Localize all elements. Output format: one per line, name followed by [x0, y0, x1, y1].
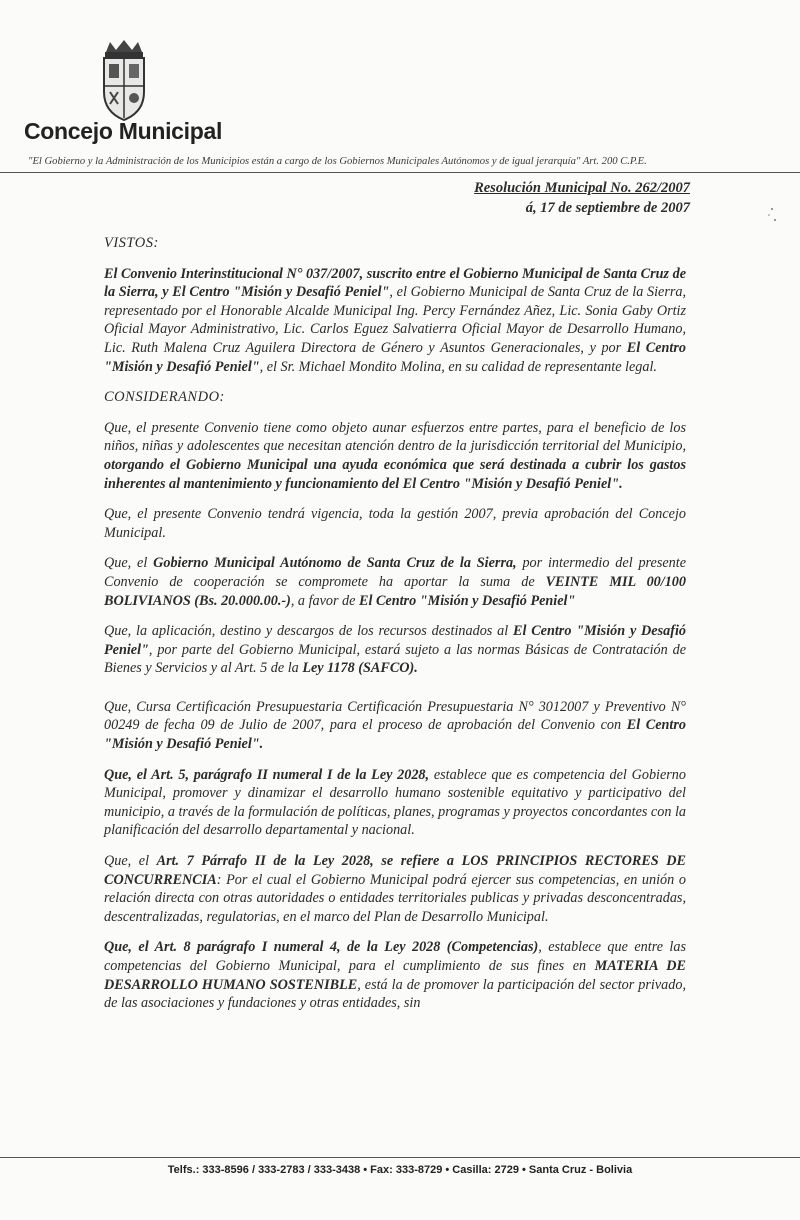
text: por intermedio del presente Convenio de cooperación se compromete ha aportar la suma de — [104, 555, 687, 590]
text-bold: Ley 1178 (SAFCO). — [302, 660, 418, 677]
header-motto: "El Gobierno y la Administración de los Municipios están a cargo de los Gobiernos Municipales Autónomos y de igual jerarquía" Art. 200 C.P.E. — [28, 156, 647, 167]
resolution-block — [474, 178, 690, 218]
text-bold: Art. 7 Párrafo II de la Ley 2028, se refiere a LOS PRINCIPIOS RECTORES DE CONCURRENCIA — [104, 853, 686, 888]
text-bold: Que, el Art. 8 parágrafo I numeral 4, de la Ley 2028 (Competencias) — [104, 939, 539, 956]
text-bold: Gobierno Municipal Autónomo de Santa Cruz de la Sierra, — [153, 555, 517, 572]
footer-divider — [0, 1157, 800, 1158]
text: Que, el — [104, 853, 157, 870]
text-bold: El Convenio Interinstitucional N° 037/2007, suscrito entre el Gobierno Municipal de Santa Cruz de la Sierra, y El Centro "Misión y Desafió Peniel" — [104, 265, 686, 301]
organization-name: Concejo Municipal — [24, 118, 223, 144]
header-divider — [0, 172, 800, 173]
considerando-paragraph-3 — [104, 554, 686, 610]
considerando-paragraph-8 — [104, 938, 686, 1012]
text-bold: El Centro "Misión y Desafió Peniel" — [104, 339, 686, 375]
considerando-paragraph-7 — [104, 852, 686, 926]
text-bold: otorgando el Gobierno Municipal una ayuda económica que será destinada a cubrir los gastos inherentes al mantenimiento y funcionamiento del El Centro "Misión y Desafió Peniel". — [104, 456, 686, 492]
text: , establece que entre las competencias del Gobierno Municipal, para el cumplimiento de sus fines en — [104, 939, 686, 974]
text: Que, Cursa Certificación Presupuestaria Certificación Presupuestaria N° 3012007 y Preventivo N° 00249 de fecha 09 de Julio de 2007, para el proceso de aprobación del Convenio con — [104, 698, 686, 734]
text: , a favor de — [290, 592, 359, 609]
considerando-paragraph-1 — [104, 419, 686, 493]
text: , está la de promover la participación del sector privado, de las asociaciones y fundaciones y otras entidades, sin — [104, 976, 686, 1012]
text: , el Sr. Michael Mondito Molina, en su calidad de representante legal. — [259, 358, 657, 375]
text-bold: El Centro "Misión y Desafió Peniel" — [359, 592, 576, 609]
considerando-paragraph-5 — [104, 698, 686, 754]
text: : Por el cual el Gobierno Municipal podrá ejercer sus competencias, en unión o relación directa con otras autoridades o entidades territoriales publicas y privadas desconcentradas, descentralizadas, regulatorias, en el marco del Plan de Desarrollo Municipal. — [104, 871, 686, 925]
considerando-paragraph-6 — [104, 766, 686, 840]
text-bold: El Centro "Misión y Desafió Peniel". — [104, 717, 686, 753]
text-bold: MATERIA DE DESARROLLO HUMANO SOSTENIBLE — [104, 958, 687, 993]
text-bold: Que, el Art. 5, parágrafo II numeral I de la Ley 2028, — [104, 766, 430, 783]
text-bold: VEINTE MIL 00/100 BOLIVIANOS (Bs. 20.000.00.-) — [104, 573, 686, 609]
text: Que, la aplicación, destino y descargos de los recursos destinados al — [104, 623, 513, 640]
scan-speck-icon — [766, 205, 778, 225]
section-heading-vistos: VISTOS: — [104, 235, 159, 251]
text: Que, el presente Convenio tiene como objeto aunar esfuerzos entre partes, para el beneficio de los niños, niñas y adolescentes que necesitan atención dentro de la jurisdicción territorial del Municipio, — [104, 419, 686, 455]
vistos-paragraph — [104, 265, 686, 377]
text: , el Gobierno Municipal de Santa Cruz de la Sierra, representado por el Honorable Alcalde Municipal Ing. Percy Fernández Añez, Lic. Sonia Gaby Ortiz Oficial Mayor Administrativo, Lic. Carlos Eguez Salvatierra Oficial Mayor de Desarrollo Humano, Lic. Ruth Malena Cruz Aguilera Directora de Género y Asuntos Generacionales, y por — [104, 284, 687, 356]
text: , por parte del Gobierno Municipal, estará sujeto a las normas Básicas de Contratación de Bienes y Servicios y al Art. 5 de la — [104, 641, 686, 677]
considerando-paragraph-2: Que, el presente Convenio tendrá vigencia, toda la gestión 2007, previa aprobación del Concejo Municipal. — [104, 506, 686, 541]
footer-contact: Telfs.: 333-8596 / 333-2783 / 333-3438 • Fax: 333-8729 • Casilla: 2729 • Santa Cruz - Bolivia — [167, 1164, 633, 1176]
resolution-body — [104, 234, 686, 1025]
resolution-date: á, 17 de septiembre de 2007 — [525, 200, 690, 216]
text: Que, el — [104, 555, 154, 572]
coat-of-arms-icon — [96, 38, 152, 122]
text-bold: El Centro "Misión y Desafió Peniel" — [104, 623, 686, 658]
resolution-number: Resolución Municipal No. 262/2007 — [474, 180, 690, 196]
text: establece que es competencia del Gobierno Municipal, promover y dinamizar el desarrollo humano sostenible equitativo y participativo del municipio, a través de la formulación de políticas, planes, programas y proyectos concordantes con la planificación del desarrollo departamental y nacional. — [104, 766, 686, 839]
considerando-paragraph-4 — [104, 622, 686, 678]
section-heading-considerando: CONSIDERANDO: — [104, 389, 225, 406]
